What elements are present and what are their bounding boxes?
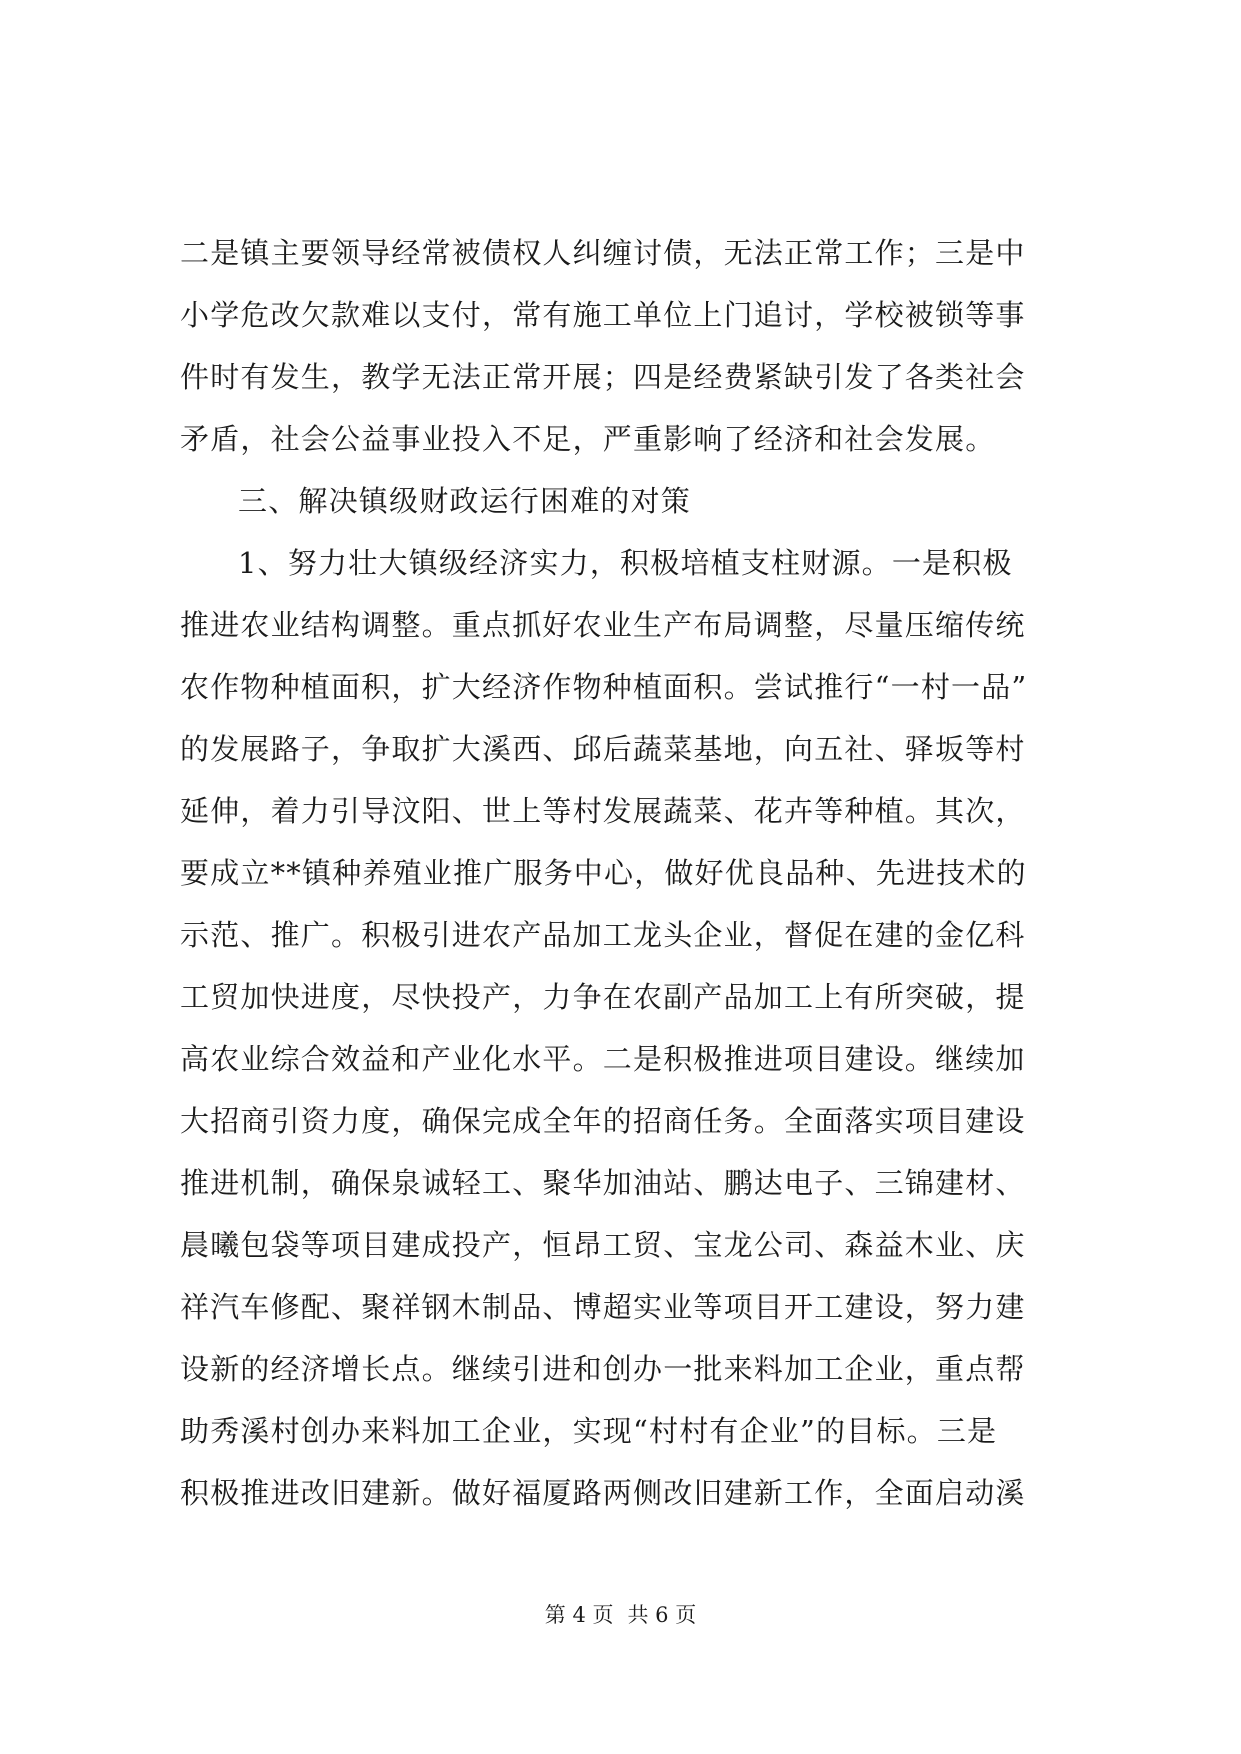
text-line: 要成立**镇种养殖业推广服务中心，做好优良品种、先进技术的 (180, 856, 1027, 890)
section-heading: 三、解决镇级财政运行困难的对策 (238, 484, 692, 518)
page-number: 第 4 页 (544, 1603, 614, 1627)
text-line: 推进农业结构调整。重点抓好农业生产布局调整，尽量压缩传统 (180, 608, 1026, 642)
text-line: 的发展路子，争取扩大溪西、邱后蔬菜基地，向五社、驿坂等村 (180, 732, 1026, 766)
text-line: 示范、推广。积极引进农产品加工龙头企业，督促在建的金亿科 (180, 918, 1026, 952)
text-line: 设新的经济增长点。继续引进和创办一批来料加工企业，重点帮 (180, 1352, 1026, 1386)
text-line: 1、努力壮大镇级经济实力，积极培植支柱财源。一是积极 (238, 546, 1013, 580)
text-line: 助秀溪村创办来料加工企业，实现“村村有企业”的目标。三是 (180, 1414, 998, 1448)
text-line: 积极推进改旧建新。做好福厦路两侧改旧建新工作，全面启动溪 (180, 1476, 1026, 1510)
text-line: 矛盾，社会公益事业投入不足，严重影响了经济和社会发展。 (180, 422, 996, 456)
text-line: 农作物种植面积，扩大经济作物种植面积。尝试推行“一村一品” (180, 670, 1028, 704)
text-line: 高农业综合效益和产业化水平。二是积极推进项目建设。继续加 (180, 1042, 1026, 1076)
text-line: 延伸，着力引导汶阳、世上等村发展蔬菜、花卉等种植。其次， (180, 794, 1026, 828)
page-total: 共 6 页 (627, 1603, 697, 1627)
text-line: 二是镇主要领导经常被债权人纠缠讨债，无法正常工作；三是中 (180, 236, 1026, 270)
text-line: 大招商引资力度，确保完成全年的招商任务。全面落实项目建设 (180, 1104, 1026, 1138)
text-line: 工贸加快进度，尽快投产，力争在农副产品加工上有所突破，提 (180, 980, 1026, 1014)
text-line: 件时有发生，教学无法正常开展；四是经费紧缺引发了各类社会 (180, 360, 1026, 394)
page-footer (0, 1600, 1241, 1630)
text-line: 小学危改欠款难以支付，常有施工单位上门追讨，学校被锁等事 (180, 298, 1026, 332)
text-line: 晨曦包袋等项目建成投产，恒昂工贸、宝龙公司、森益木业、庆 (180, 1228, 1026, 1262)
text-line: 祥汽车修配、聚祥钢木制品、博超实业等项目开工建设，努力建 (180, 1290, 1026, 1324)
body-text (180, 222, 1100, 1524)
text-line: 推进机制，确保泉诚轻工、聚华加油站、鹏达电子、三锦建材、 (180, 1166, 1026, 1200)
